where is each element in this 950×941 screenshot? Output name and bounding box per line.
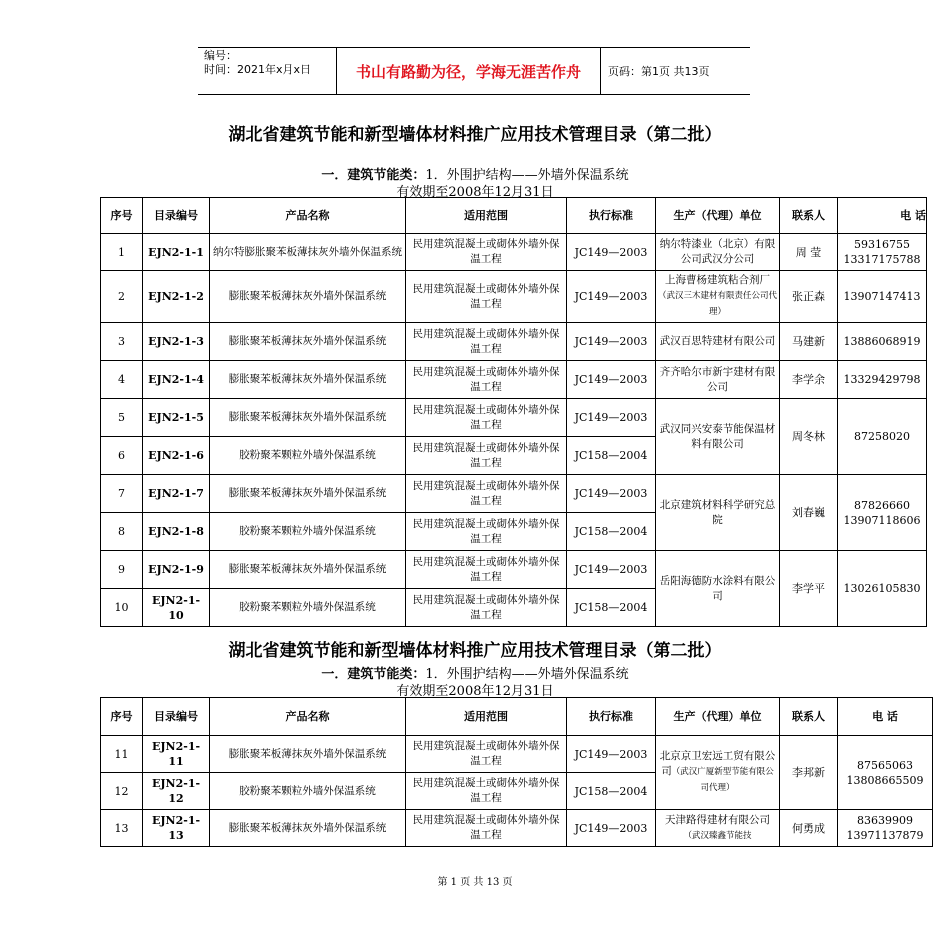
row-scope: 民用建筑混凝土或砌体外墙外保温工程 (406, 589, 567, 627)
row-phone: 83639909 13971137879 (838, 810, 933, 847)
row-unit: 纳尔特漆业（北京）有限公司武汉分公司 (656, 234, 780, 271)
row-standard: JC158—2004 (567, 437, 656, 475)
row-scope: 民用建筑混凝土或砌体外墙外保温工程 (406, 234, 567, 271)
row-standard: JC149—2003 (567, 271, 656, 323)
col-phone: 电 话 (838, 698, 933, 736)
row-unit (656, 736, 780, 810)
row-scope: 民用建筑混凝土或砌体外墙外保温工程 (406, 736, 567, 773)
row-standard: JC149—2003 (567, 810, 656, 847)
row-product: 膨胀聚苯板薄抹灰外墙外保温系统 (210, 271, 406, 323)
row-scope: 民用建筑混凝土或砌体外墙外保温工程 (406, 810, 567, 847)
row-standard: JC149—2003 (567, 551, 656, 589)
header-page: 页码：第1页 共13页 (608, 65, 710, 78)
row-contact: 李邦新 (780, 736, 838, 810)
row-scope: 民用建筑混凝土或砌体外墙外保温工程 (406, 551, 567, 589)
row-standard: JC149—2003 (567, 323, 656, 361)
row-code: EJN2-1-3 (143, 323, 210, 361)
row-contact: 李学平 (780, 551, 838, 627)
row-scope: 民用建筑混凝土或砌体外墙外保温工程 (406, 271, 567, 323)
col-standard: 执行标准 (567, 698, 656, 736)
row-phone: 87826660 13907118606 (838, 475, 927, 551)
row-product: 膨胀聚苯板薄抹灰外墙外保温系统 (210, 475, 406, 513)
row-product: 胶粉聚苯颗粒外墙外保温系统 (210, 773, 406, 810)
row-scope: 民用建筑混凝土或砌体外墙外保温工程 (406, 437, 567, 475)
row-product: 膨胀聚苯板薄抹灰外墙外保温系统 (210, 361, 406, 399)
row-no: 12 (101, 773, 143, 810)
row-scope: 民用建筑混凝土或砌体外墙外保温工程 (406, 475, 567, 513)
col-code: 目录编号 (143, 198, 210, 234)
row-no: 4 (101, 361, 143, 399)
unit-name: 北京京卫宏远工贸有限公司 (659, 750, 776, 777)
table-row (101, 810, 933, 847)
row-no: 10 (101, 589, 143, 627)
table-row (101, 399, 927, 437)
row-product: 膨胀聚苯板薄抹灰外墙外保温系统 (210, 810, 406, 847)
row-code: EJN2-1-6 (143, 437, 210, 475)
col-unit: 生产（代理）单位 (656, 198, 780, 234)
row-code: EJN2-1-12 (143, 773, 210, 810)
table-row (101, 271, 927, 323)
header-number: 编号： (204, 49, 237, 62)
row-no: 11 (101, 736, 143, 773)
header-motto: 书山有路勤为径，学海无涯苦作舟 (337, 48, 601, 94)
row-scope: 民用建筑混凝土或砌体外墙外保温工程 (406, 773, 567, 810)
col-unit: 生产（代理）单位 (656, 698, 780, 736)
row-no: 1 (101, 234, 143, 271)
row-code: EJN2-1-7 (143, 475, 210, 513)
category-bold: 一．建筑节能类： (321, 667, 426, 682)
row-phone: 87565063 13808665509 (838, 736, 933, 810)
unit-agent: （武汉三木建材有限责任公司代理） (658, 291, 778, 317)
row-no: 2 (101, 271, 143, 323)
col-code: 目录编号 (143, 698, 210, 736)
row-product: 胶粉聚苯颗粒外墙外保温系统 (210, 513, 406, 551)
table-header-row (101, 698, 933, 736)
row-product: 纳尔特膨胀聚苯板薄抹灰外墙外保温系统 (210, 234, 406, 271)
row-code: EJN2-1-10 (143, 589, 210, 627)
row-standard: JC149—2003 (567, 475, 656, 513)
section-title: 湖北省建筑节能和新型墙体材料推广应用技术管理目录（第二批） (228, 125, 722, 145)
col-no: 序号 (101, 198, 143, 234)
row-standard: JC149—2003 (567, 234, 656, 271)
header-meta (198, 48, 337, 94)
row-phone: 87258020 (838, 399, 927, 475)
unit-name: 上海曹杨建筑粘合剂厂 (665, 274, 770, 286)
row-unit: 武汉百思特建材有限公司 (656, 323, 780, 361)
row-no: 7 (101, 475, 143, 513)
row-standard: JC158—2004 (567, 513, 656, 551)
row-contact: 周冬林 (780, 399, 838, 475)
row-unit (656, 271, 780, 323)
row-contact: 马建新 (780, 323, 838, 361)
catalog-table-1 (100, 197, 927, 627)
row-contact: 李学余 (780, 361, 838, 399)
row-code: EJN2-1-11 (143, 736, 210, 773)
col-scope: 适用范围 (406, 698, 567, 736)
row-standard: JC149—2003 (567, 361, 656, 399)
row-scope: 民用建筑混凝土或砌体外墙外保温工程 (406, 323, 567, 361)
row-code: EJN2-1-5 (143, 399, 210, 437)
row-code: EJN2-1-4 (143, 361, 210, 399)
col-scope: 适用范围 (406, 198, 567, 234)
row-standard: JC149—2003 (567, 736, 656, 773)
header-time: 时间：2021年x月x日 (204, 63, 312, 76)
unit-agent: （武汉臻鑫节能技 (683, 830, 752, 841)
row-phone: 13329429798 (838, 361, 927, 399)
row-scope: 民用建筑混凝土或砌体外墙外保温工程 (406, 399, 567, 437)
row-product: 膨胀聚苯板薄抹灰外墙外保温系统 (210, 323, 406, 361)
category-bold: 一．建筑节能类： (321, 168, 426, 183)
row-code: EJN2-1-9 (143, 551, 210, 589)
col-contact: 联系人 (780, 698, 838, 736)
row-unit: 武汉同兴安泰节能保温材料有限公司 (656, 399, 780, 475)
row-code: EJN2-1-8 (143, 513, 210, 551)
row-contact: 张正森 (780, 271, 838, 323)
row-unit: 岳阳海德防水涂料有限公司 (656, 551, 780, 627)
row-product: 膨胀聚苯板薄抹灰外墙外保温系统 (210, 399, 406, 437)
row-product: 胶粉聚苯颗粒外墙外保温系统 (210, 437, 406, 475)
unit-agent: （武汉广厦新型节能有限公司代理） (671, 767, 774, 793)
row-no: 8 (101, 513, 143, 551)
row-contact: 何勇成 (780, 810, 838, 847)
page-header (198, 47, 750, 95)
row-unit: 北京建筑材料科学研究总院 (656, 475, 780, 551)
col-product: 产品名称 (210, 198, 406, 234)
row-product: 胶粉聚苯颗粒外墙外保温系统 (210, 589, 406, 627)
table-row (101, 736, 933, 773)
row-no: 13 (101, 810, 143, 847)
page-footer: 第 1 页 共 13 页 (437, 877, 513, 888)
col-phone: 电 话 (838, 198, 927, 234)
row-product: 膨胀聚苯板薄抹灰外墙外保温系统 (210, 551, 406, 589)
valid-until: 有效期至2008年12月31日 (396, 185, 554, 200)
row-standard: JC158—2004 (567, 773, 656, 810)
table-row (101, 361, 927, 399)
row-scope: 民用建筑混凝土或砌体外墙外保温工程 (406, 361, 567, 399)
row-unit (656, 810, 780, 847)
row-phone: 13886068919 (838, 323, 927, 361)
table-row (101, 234, 927, 271)
row-product: 膨胀聚苯板薄抹灰外墙外保温系统 (210, 736, 406, 773)
col-product: 产品名称 (210, 698, 406, 736)
table-row (101, 323, 927, 361)
row-code: EJN2-1-2 (143, 271, 210, 323)
unit-name: 天津路得建材有限公司 (665, 813, 770, 826)
row-code: EJN2-1-13 (143, 810, 210, 847)
table-row (101, 475, 927, 513)
section-title: 湖北省建筑节能和新型墙体材料推广应用技术管理目录（第二批） (228, 641, 722, 661)
table-header-row (101, 198, 927, 234)
row-phone: 13026105830 (838, 551, 927, 627)
row-no: 6 (101, 437, 143, 475)
row-no: 3 (101, 323, 143, 361)
col-no: 序号 (101, 698, 143, 736)
row-phone: 13907147413 (838, 271, 927, 323)
row-contact: 刘春巍 (780, 475, 838, 551)
category-rest: 1．外围护结构——外墙外保温系统 (425, 667, 629, 682)
col-standard: 执行标准 (567, 198, 656, 234)
category-rest: 1．外围护结构——外墙外保温系统 (425, 168, 629, 183)
table-row (101, 551, 927, 589)
row-code: EJN2-1-1 (143, 234, 210, 271)
catalog-table-2 (100, 697, 933, 847)
col-contact: 联系人 (780, 198, 838, 234)
row-phone: 59316755 13317175788 (838, 234, 927, 271)
row-standard: JC149—2003 (567, 399, 656, 437)
valid-until: 有效期至2008年12月31日 (396, 684, 554, 699)
row-no: 9 (101, 551, 143, 589)
row-standard: JC158—2004 (567, 589, 656, 627)
row-no: 5 (101, 399, 143, 437)
row-unit: 齐齐哈尔市新宇建材有限公司 (656, 361, 780, 399)
row-scope: 民用建筑混凝土或砌体外墙外保温工程 (406, 513, 567, 551)
row-contact: 周 莹 (780, 234, 838, 271)
